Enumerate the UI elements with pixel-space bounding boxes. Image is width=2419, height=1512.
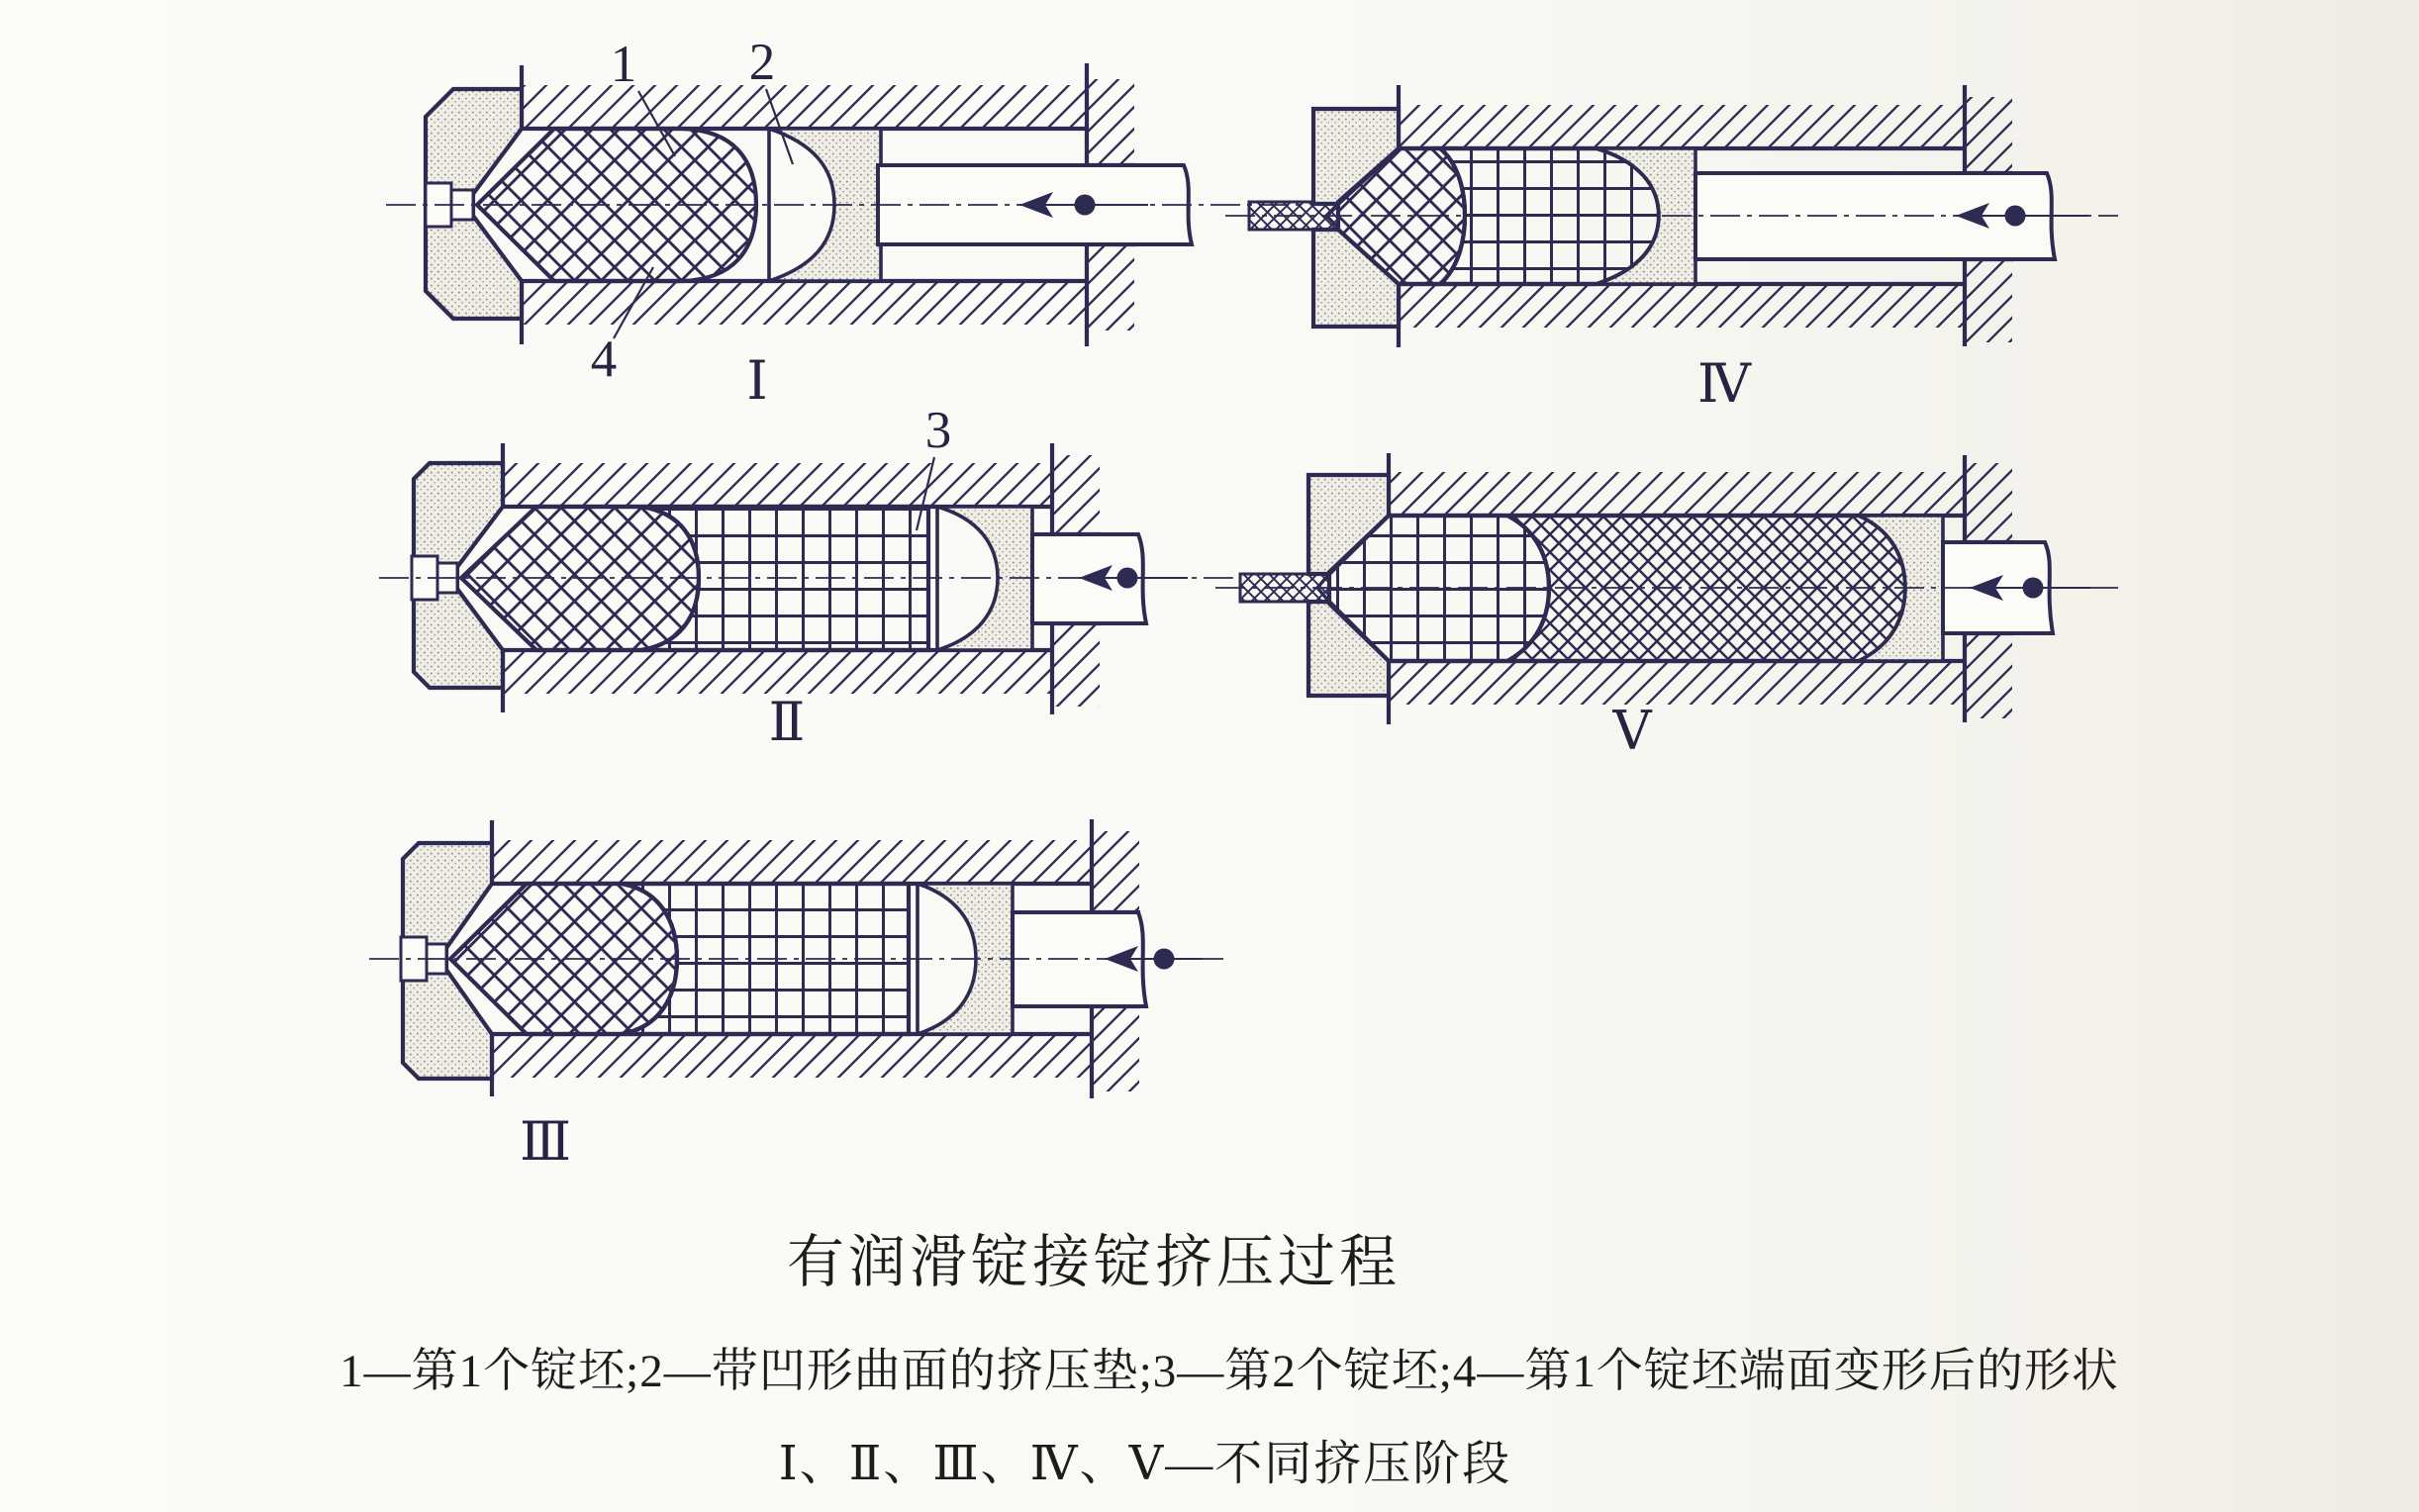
figure-title: 有润滑锭接锭挤压过程 [786, 1230, 1401, 1294]
diagram-stage-5 [1215, 453, 2123, 762]
reference-dot [1075, 195, 1096, 216]
diagram-stage-4 [1225, 85, 2118, 415]
reference-dot [1154, 949, 1175, 970]
figure-caption-parts: 1—第1个锭坯;2—带凹形曲面的挤压垫;3—第2个锭坯;4—第1个锭坯端面变形后的形状 [339, 1346, 2119, 1397]
label-first-billet: 1 [610, 36, 637, 93]
reference-dot [2023, 578, 2044, 599]
label-concave-pad: 2 [748, 34, 776, 91]
reference-dot [2005, 206, 2026, 227]
label-deformed-face: 4 [590, 331, 618, 388]
figure-caption-stages: Ⅰ、Ⅱ、Ⅲ、Ⅳ、Ⅴ—不同挤压阶段 [778, 1438, 1512, 1490]
reference-dot [1117, 568, 1138, 589]
diagram-stage-3 [369, 819, 1229, 1173]
stage-label-3: Ⅲ [519, 1110, 572, 1173]
diagram-stage-2 [379, 402, 1235, 753]
diagram-stage-1 [386, 34, 1302, 412]
stage-label-5: Ⅴ [1612, 700, 1652, 762]
stage-label-2: Ⅱ [768, 691, 806, 753]
stage-label-1: Ⅰ [746, 349, 768, 412]
stage-label-4: Ⅳ [1697, 352, 1751, 415]
label-second-billet: 3 [924, 402, 952, 459]
